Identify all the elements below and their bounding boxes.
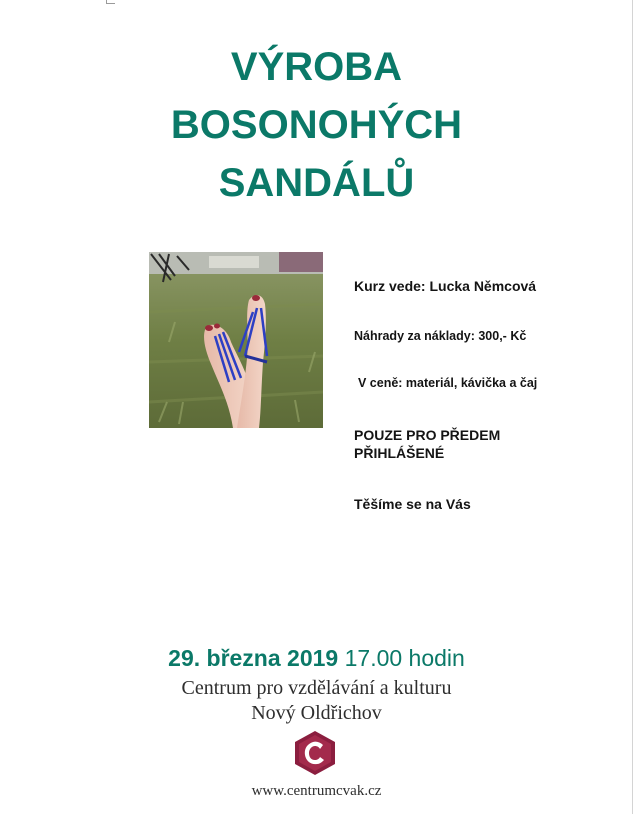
- registration-notice: [354, 426, 500, 462]
- venue-name: Centrum pro vzdělávání a kulturu: [181, 677, 452, 699]
- title-line-3: SANDÁLŮ: [218, 161, 415, 205]
- event-time: 17.00 hodin: [344, 645, 465, 671]
- notice-line-1: POUZE PRO PŘEDEM: [354, 427, 501, 443]
- venue-town: Nový Oldřichov: [251, 702, 382, 724]
- course-leader: Kurz vede: Lucka Němcová: [354, 278, 537, 294]
- page-corner-mark: [106, 0, 115, 4]
- sandal-foot-photo: [149, 252, 323, 428]
- event-datetime: [0, 645, 633, 672]
- greeting: Těšíme se na Vás: [354, 496, 471, 512]
- website-link[interactable]: www.centrumcvak.cz: [251, 783, 382, 799]
- notice-line-2: PŘIHLÁŠENÉ: [354, 445, 445, 461]
- price-includes: V ceně: materiál, kávička a čaj: [358, 376, 538, 390]
- title-line-2: BOSONOHÝCH: [170, 103, 463, 147]
- title-line-1: VÝROBA: [230, 45, 403, 89]
- centrum-cvak-logo-icon: [292, 730, 338, 776]
- course-fee: Náhrady za náklady: 300,- Kč: [354, 329, 527, 343]
- poster-title: [0, 38, 633, 212]
- event-date: 29. března 2019: [168, 645, 339, 671]
